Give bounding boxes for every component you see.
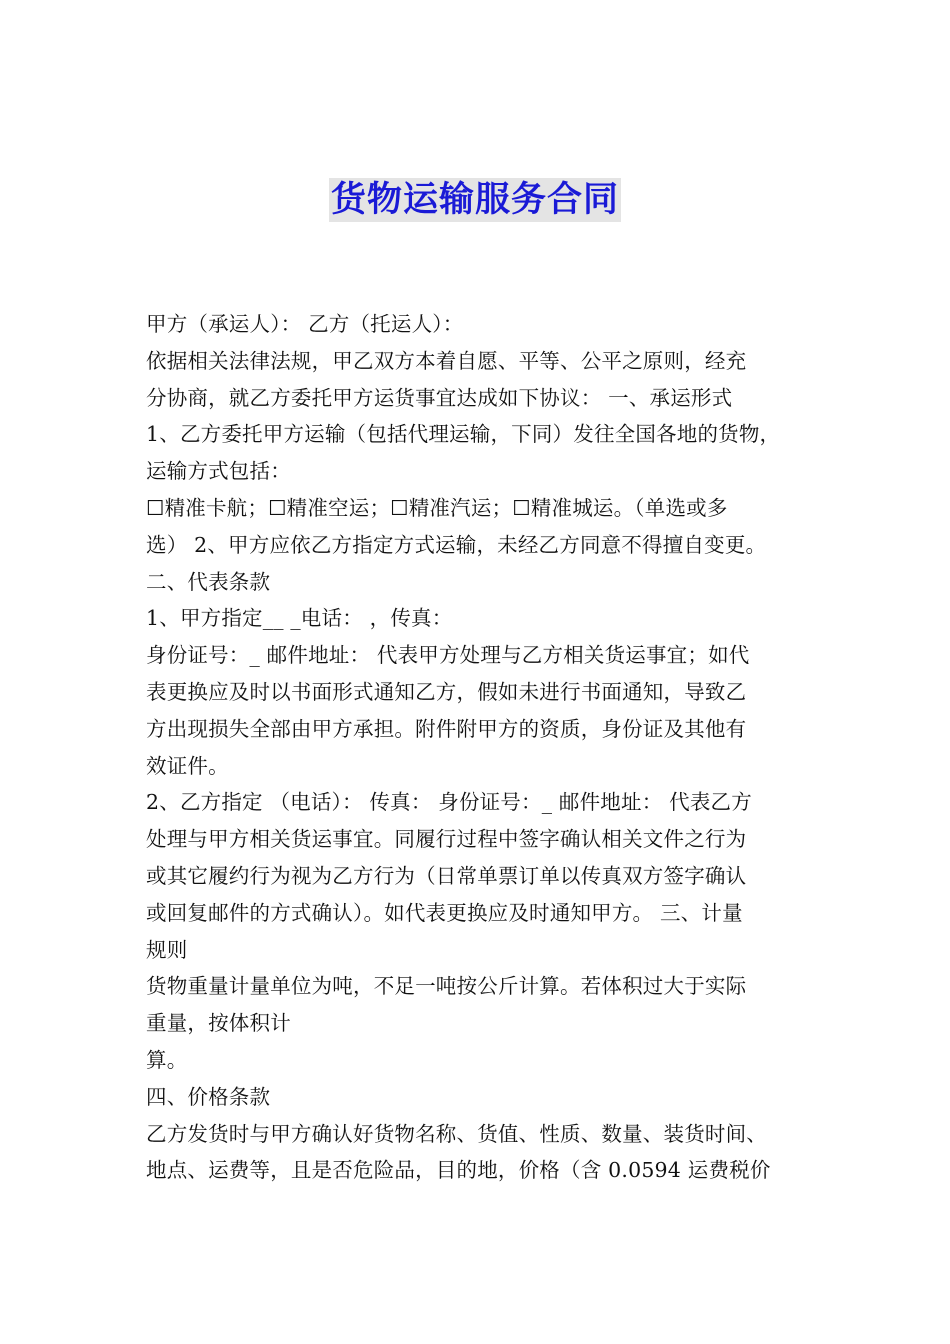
body-line: 效证件。: [146, 753, 229, 778]
title-block: [0, 178, 950, 222]
body-line: 或回复邮件的方式确认）。如代表更换应及时通知甲方。 三、计量: [146, 900, 743, 925]
body-line: 方出现损失全部由甲方承担。附件附甲方的资质，身份证及其他有: [146, 716, 747, 741]
body-line: 或其它履约行为视为乙方行为（日常单票订单以传真双方签字确认: [146, 863, 747, 888]
body-line: 选） 2、甲方应依乙方指定方式运输，未经乙方同意不得擅自变更。: [146, 532, 767, 557]
body-line: 运输方式包括：: [146, 459, 291, 484]
body-line: 乙方发货时与甲方确认好货物名称、货值、性质、数量、装货时间、: [146, 1121, 767, 1146]
body-line: 算。: [146, 1047, 188, 1072]
body-line: 依据相关法律法规，甲乙双方本着自愿、平等、公平之原则，经充: [146, 348, 747, 373]
body-line: ☐精准卡航；☐精准空运；☐精准汽运；☐精准城运。（单选或多: [146, 495, 728, 520]
body-line: 地点、运费等，且是否危险品，目的地，价格（含 0.0594 运费税价: [146, 1158, 771, 1183]
body-line: 身份证号：_ 邮件地址： 代表甲方处理与乙方相关货运事宜；如代: [146, 643, 750, 668]
document-title: 货物运输服务合同: [330, 180, 619, 220]
body-line: 重量，按体积计: [146, 1011, 291, 1036]
contract-body: [146, 306, 810, 1189]
body-line: 货物重量计量单位为吨，不足一吨按公斤计算。若体积过大于实际: [146, 974, 747, 999]
body-line: 2、乙方指定 （电话）： 传真： 身份证号：_ 邮件地址： 代表乙方: [146, 790, 752, 815]
body-line: 规则: [146, 937, 188, 962]
body-line: 甲方（承运人）： 乙方（托运人）：: [146, 312, 464, 336]
body-line: 四、价格条款: [146, 1084, 271, 1109]
body-line: 1、乙方委托甲方运输（包括代理运输，下同）发往全国各地的货物，: [146, 422, 781, 447]
body-line: 表更换应及时以书面形式通知乙方，假如未进行书面通知，导致乙: [146, 679, 747, 704]
body-line: 1、甲方指定__ _电话： ，传真：: [146, 606, 453, 631]
body-line: 二、代表条款: [146, 569, 271, 594]
body-line: 处理与甲方相关货运事宜。同履行过程中签字确认相关文件之行为: [146, 827, 747, 852]
body-line: 分协商，就乙方委托甲方运货事宜达成如下协议： 一、承运形式: [146, 385, 733, 410]
